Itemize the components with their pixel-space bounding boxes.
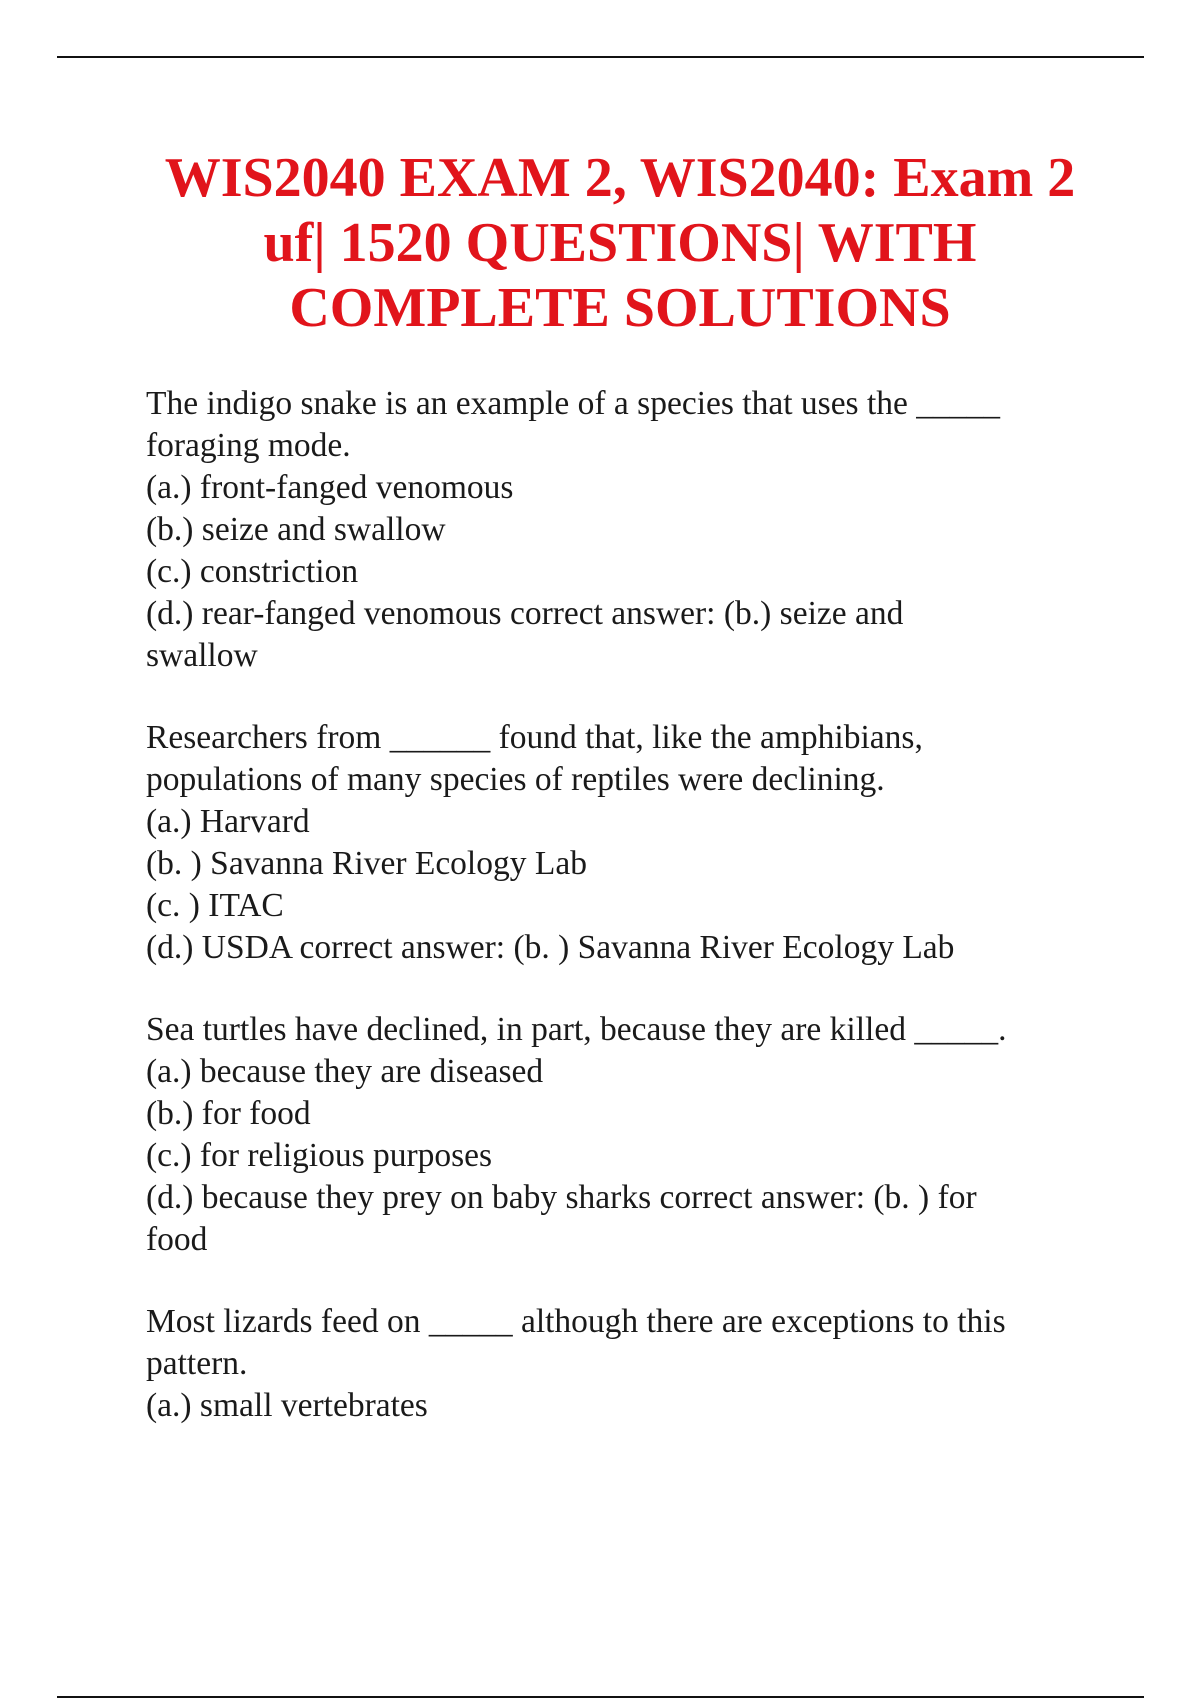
answer-option: (c.) for religious purposes xyxy=(146,1137,493,1174)
answer-option: (a.) because they are diseased xyxy=(146,1053,544,1090)
question-block xyxy=(146,1009,1086,1261)
question-text: foraging mode. xyxy=(146,427,351,464)
answer-option: (b.) seize and swallow xyxy=(146,511,446,548)
answer-option: (a.) small vertebrates xyxy=(146,1387,428,1424)
answer-option: (b. ) Savanna River Ecology Lab xyxy=(146,845,587,882)
question-block xyxy=(146,383,1086,677)
answer-option: swallow xyxy=(146,637,258,674)
answer-option: (a.) front-fanged venomous xyxy=(146,469,514,506)
answer-option: (c.) constriction xyxy=(146,553,359,590)
answer-option: (a.) Harvard xyxy=(146,803,310,840)
document-title xyxy=(140,146,1100,341)
answer-option: (b.) for food xyxy=(146,1095,311,1132)
answer-option: (d.) USDA correct answer: (b. ) Savanna River Ecology Lab xyxy=(146,929,955,966)
question-text: Sea turtles have declined, in part, because they are killed _____. xyxy=(146,1011,1007,1048)
question-block xyxy=(146,717,1086,969)
answer-option: (d.) rear-fanged venomous correct answer: (b.) seize and xyxy=(146,595,904,632)
question-text: Most lizards feed on _____ although there are exceptions to this xyxy=(146,1303,1006,1340)
document-body xyxy=(146,383,1086,1467)
question-text: Researchers from ______ found that, like the amphibians, xyxy=(146,719,923,756)
title-line: uf| 1520 QUESTIONS| WITH xyxy=(263,212,977,274)
question-block xyxy=(146,1301,1086,1427)
question-text: The indigo snake is an example of a species that uses the _____ xyxy=(146,385,1001,422)
title-line: WIS2040 EXAM 2, WIS2040: Exam 2 xyxy=(164,147,1076,209)
answer-option: (c. ) ITAC xyxy=(146,887,284,924)
answer-option: (d.) because they prey on baby sharks correct answer: (b. ) for xyxy=(146,1179,977,1216)
title-line: COMPLETE SOLUTIONS xyxy=(289,277,951,339)
top-rule xyxy=(57,56,1144,58)
answer-option: food xyxy=(146,1221,208,1258)
question-text: pattern. xyxy=(146,1345,248,1382)
question-text: populations of many species of reptiles were declining. xyxy=(146,761,885,798)
bottom-rule xyxy=(57,1696,1144,1698)
